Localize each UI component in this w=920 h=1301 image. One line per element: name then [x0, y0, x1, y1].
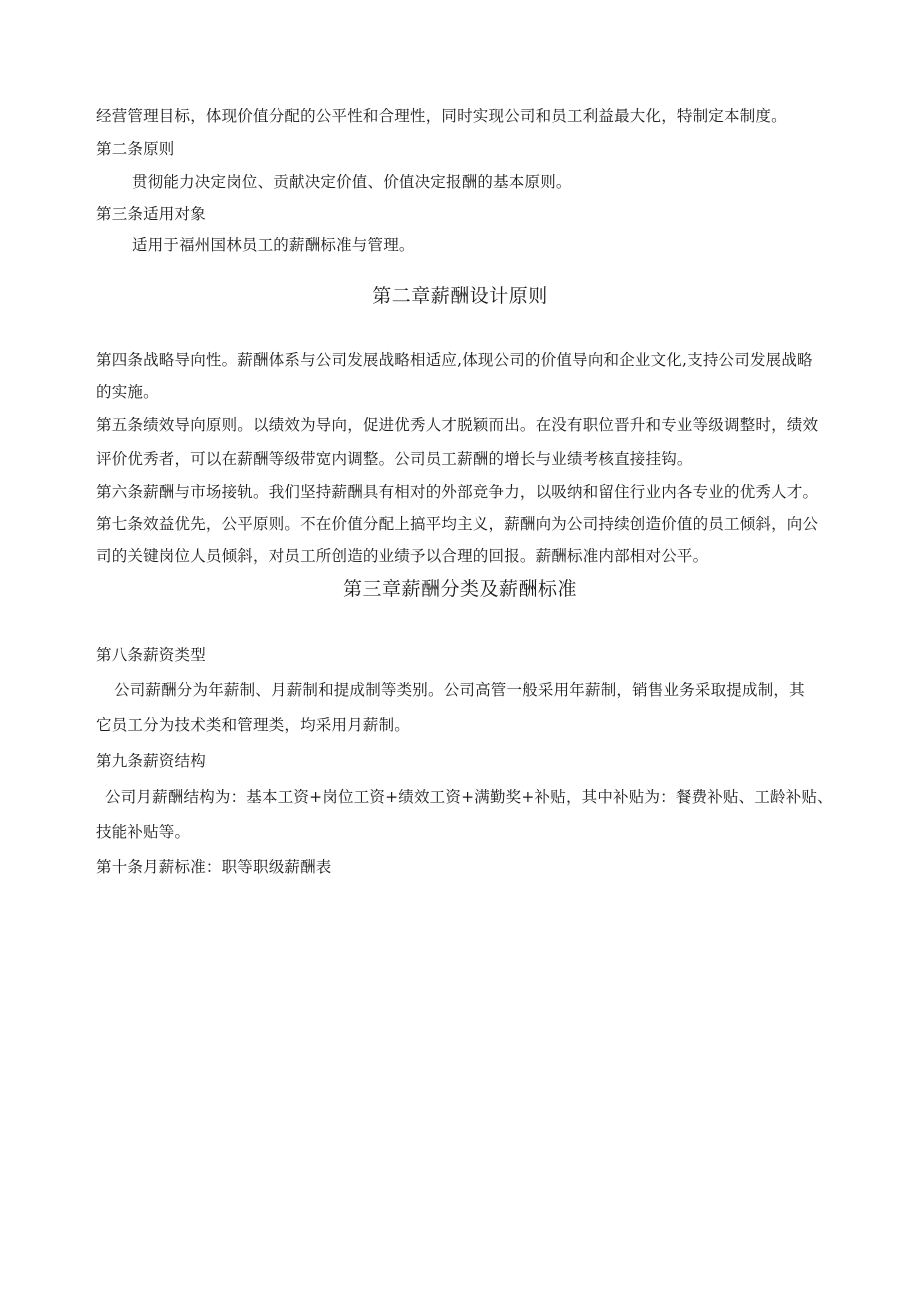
article-9-line-1: 公司月薪酬结构为：基本工资+岗位工资+绩效工资+满勤奖+补贴，其中补贴为：餐费补贴、工龄补贴、	[105, 788, 833, 806]
article-3-title: 第三条适用对象	[96, 205, 206, 223]
article-8-line-1: 公司薪酬分为年薪制、月薪制和提成制等类别。公司高管一般采用年薪制，销售业务采取提成制，其	[114, 681, 805, 699]
article-9-title: 第九条薪资结构	[96, 752, 206, 770]
article-7-line-1: 第七条效益优先，公平原则。不在价值分配上搞平均主义，薪酬向为公司持续创造价值的员工倾斜，向公	[96, 515, 819, 533]
chapter-2-heading: 第二章薪酬设计原则	[372, 285, 548, 307]
intro-line: 经营管理目标，体现价值分配的公平性和合理性，同时实现公司和员工利益最大化，特制定本制度。	[96, 107, 787, 125]
article-2-title: 第二条原则	[96, 140, 175, 158]
article-4-line-2: 的实施。	[96, 383, 159, 401]
article-4-line-1: 第四条战略导向性。薪酬体系与公司发展战略相适应,体现公司的价值导向和企业文化,支持公司发展战略	[96, 351, 813, 369]
article-2-body: 贯彻能力决定岗位、贡献决定价值、价值决定报酬的基本原则。	[132, 173, 572, 191]
article-8-line-2: 它员工分为技术类和管理类，均采用月薪制。	[96, 716, 411, 734]
article-10-title: 第十条月薪标准：职等职级薪酬表	[96, 858, 332, 876]
article-5-line-1: 第五条绩效导向原则。以绩效为导向，促进优秀人才脱颖而出。在没有职位晋升和专业等级调整时，绩效	[96, 416, 819, 434]
article-9-line-2: 技能补贴等。	[96, 823, 191, 841]
article-3-body: 适用于福州国林员工的薪酬标准与管理。	[132, 236, 415, 254]
article-8-title: 第八条薪资类型	[96, 646, 206, 664]
article-6-line-1: 第六条薪酬与市场接轨。我们坚持薪酬具有相对的外部竞争力，以吸纳和留住行业内各专业的优秀人才。	[96, 483, 819, 501]
article-5-line-2: 评价优秀者，可以在薪酬等级带宽内调整。公司员工薪酬的增长与业绩考核直接挂钩。	[96, 450, 693, 468]
article-7-line-2: 司的关键岗位人员倾斜，对员工所创造的业绩予以合理的回报。薪酬标准内部相对公平。	[96, 547, 709, 565]
chapter-3-heading: 第三章薪酬分类及薪酬标准	[342, 578, 577, 600]
